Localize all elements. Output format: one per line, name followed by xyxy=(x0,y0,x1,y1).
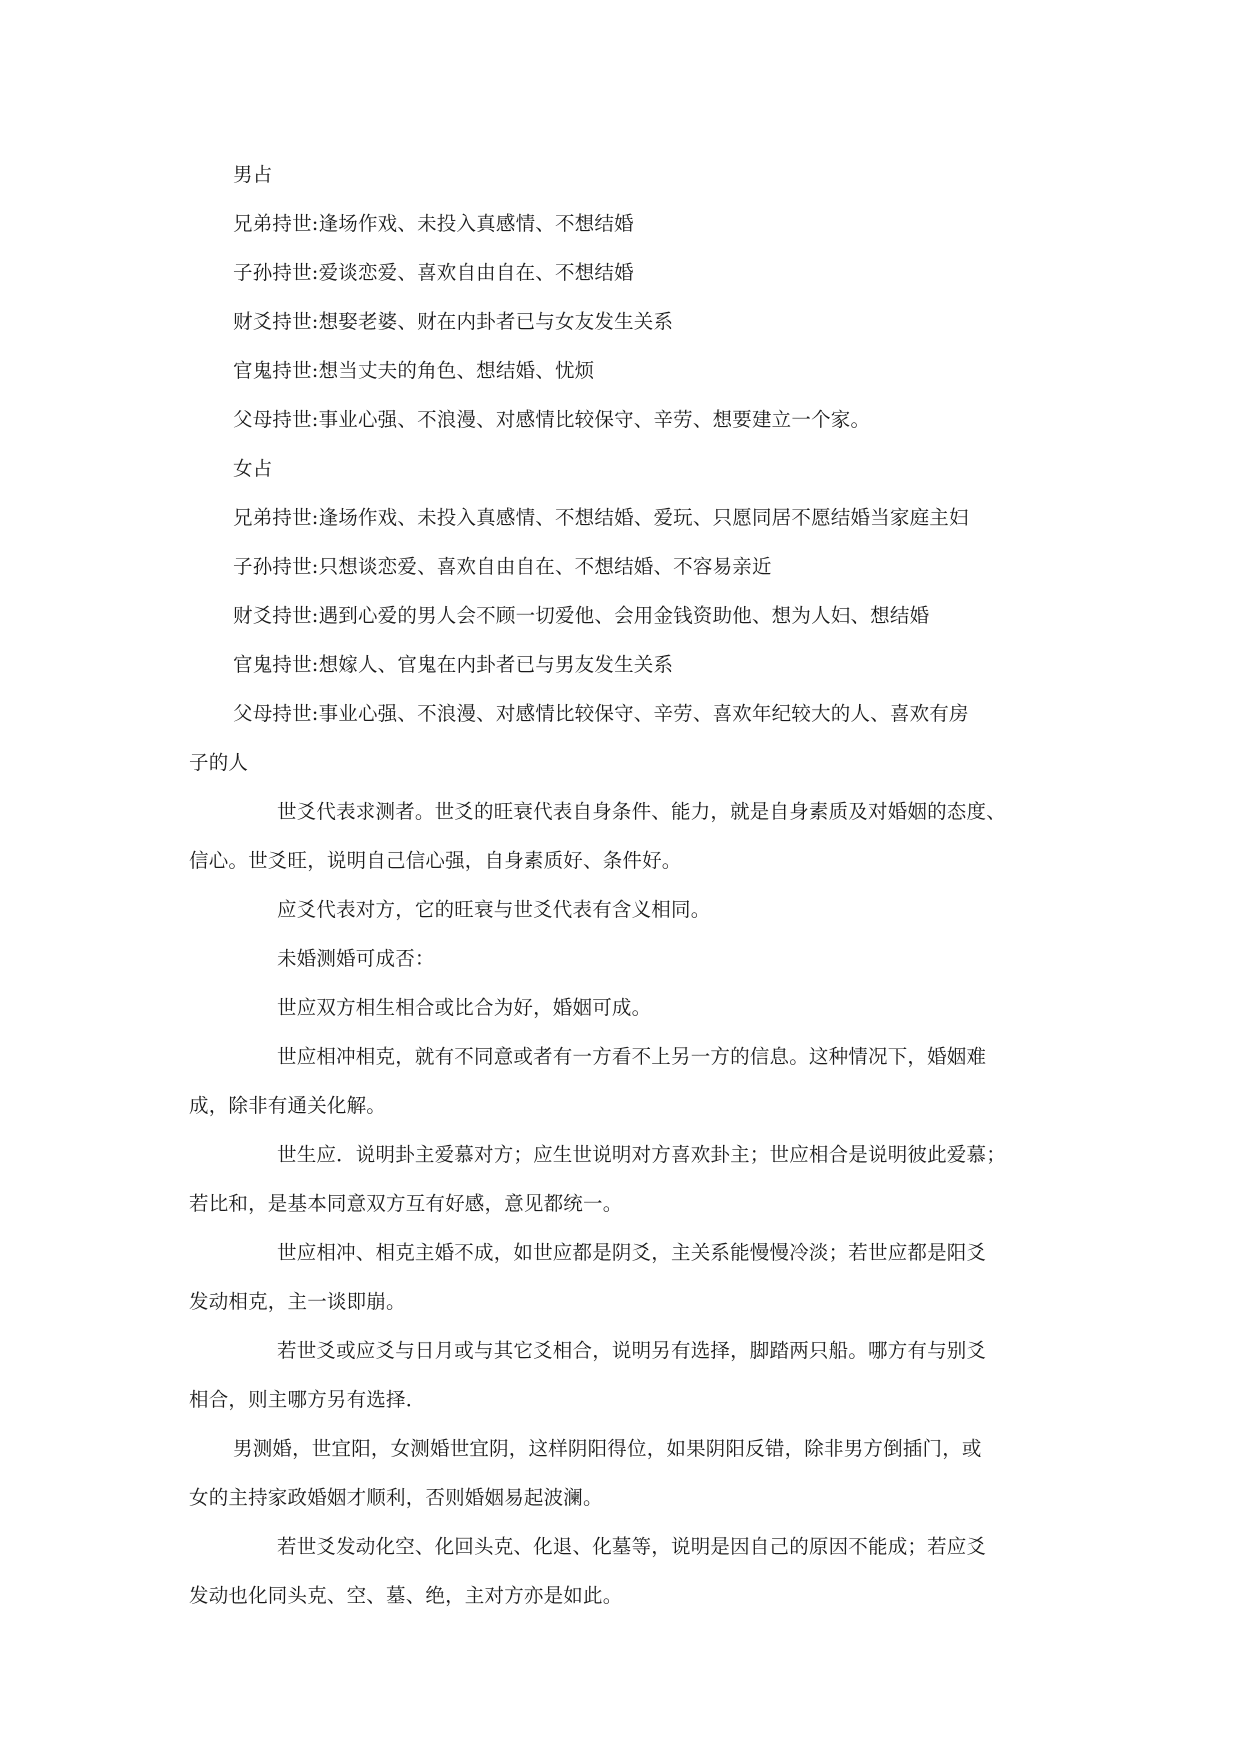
text-line: 兄弟持世:逢场作戏、未投入真感情、不想结婚、爱玩、只愿同居不愿结婚当家庭主妇 xyxy=(233,506,969,529)
heading-female-divination: 女占 xyxy=(233,457,273,480)
text-line: 若比和，是基本同意双方互有好感，意见都统一。 xyxy=(189,1192,623,1215)
text-line: 若世爻发动化空、化回头克、化退、化墓等，说明是因自己的原因不能成；若应爻 xyxy=(277,1535,987,1558)
text-line: 子孙持世:爱谈恋爱、喜欢自由自在、不想结婚 xyxy=(233,261,634,284)
text-line: 成，除非有通关化解。 xyxy=(189,1094,387,1117)
text-line: 应爻代表对方，它的旺衰与世爻代表有含义相同。 xyxy=(277,898,711,921)
text-line: 女的主持家政婚姻才顺利，否则婚姻易起波澜。 xyxy=(189,1486,603,1509)
text-line: 子孙持世:只想谈恋爱、喜欢自由自在、不想结婚、不容易亲近 xyxy=(233,555,772,578)
text-line: 发动相克，主一谈即崩。 xyxy=(189,1290,406,1313)
text-line: 官鬼持世:想当丈夫的角色、想结婚、忧烦 xyxy=(233,359,595,382)
text-line: 财爻持世:想娶老婆、财在内卦者已与女友发生关系 xyxy=(233,310,674,333)
text-line: 官鬼持世:想嫁人、官鬼在内卦者已与男友发生关系 xyxy=(233,653,674,676)
text-line: 世爻代表求测者。世爻的旺衰代表自身条件、能力，就是自身素质及对婚姻的态度、 xyxy=(277,800,1006,823)
text-line: 男测婚，世宜阳，女测婚世宜阴，这样阴阳得位，如果阴阳反错，除非男方倒插门，或 xyxy=(233,1437,982,1460)
text-line: 子的人 xyxy=(189,751,249,774)
text-line: 若世爻或应爻与日月或与其它爻相合，说明另有选择，脚踏两只船。哪方有与别爻 xyxy=(277,1339,987,1362)
text-line: 财爻持世:遇到心爱的男人会不顾一切爱他、会用金钱资助他、想为人妇、想结婚 xyxy=(233,604,930,627)
text-line: 世应相冲、相克主婚不成，如世应都是阴爻，主关系能慢慢冷淡；若世应都是阳爻 xyxy=(277,1241,987,1264)
text-line: 信心。世爻旺，说明自己信心强，自身素质好、条件好。 xyxy=(189,849,682,872)
text-line: 父母持世:事业心强、不浪漫、对感情比较保守、辛劳、想要建立一个家。 xyxy=(233,408,871,431)
text-line: 世生应．说明卦主爱慕对方；应生世说明对方喜欢卦主；世应相合是说明彼此爱慕； xyxy=(277,1143,1006,1166)
text-line: 相合，则主哪方另有选择． xyxy=(189,1388,426,1411)
text-line: 世应相冲相克，就有不同意或者有一方看不上另一方的信息。这种情况下，婚姻难 xyxy=(277,1045,987,1068)
text-line: 世应双方相生相合或比合为好，婚姻可成。 xyxy=(277,996,652,1019)
subheading-unmarried: 未婚测婚可成否： xyxy=(277,947,435,970)
text-line: 父母持世:事业心强、不浪漫、对感情比较保守、辛劳、喜欢年纪较大的人、喜欢有房 xyxy=(233,702,969,725)
heading-male-divination: 男占 xyxy=(233,163,273,186)
text-line: 发动也化同头克、空、墓、绝，主对方亦是如此。 xyxy=(189,1584,623,1607)
text-line: 兄弟持世:逢场作戏、未投入真感情、不想结婚 xyxy=(233,212,634,235)
